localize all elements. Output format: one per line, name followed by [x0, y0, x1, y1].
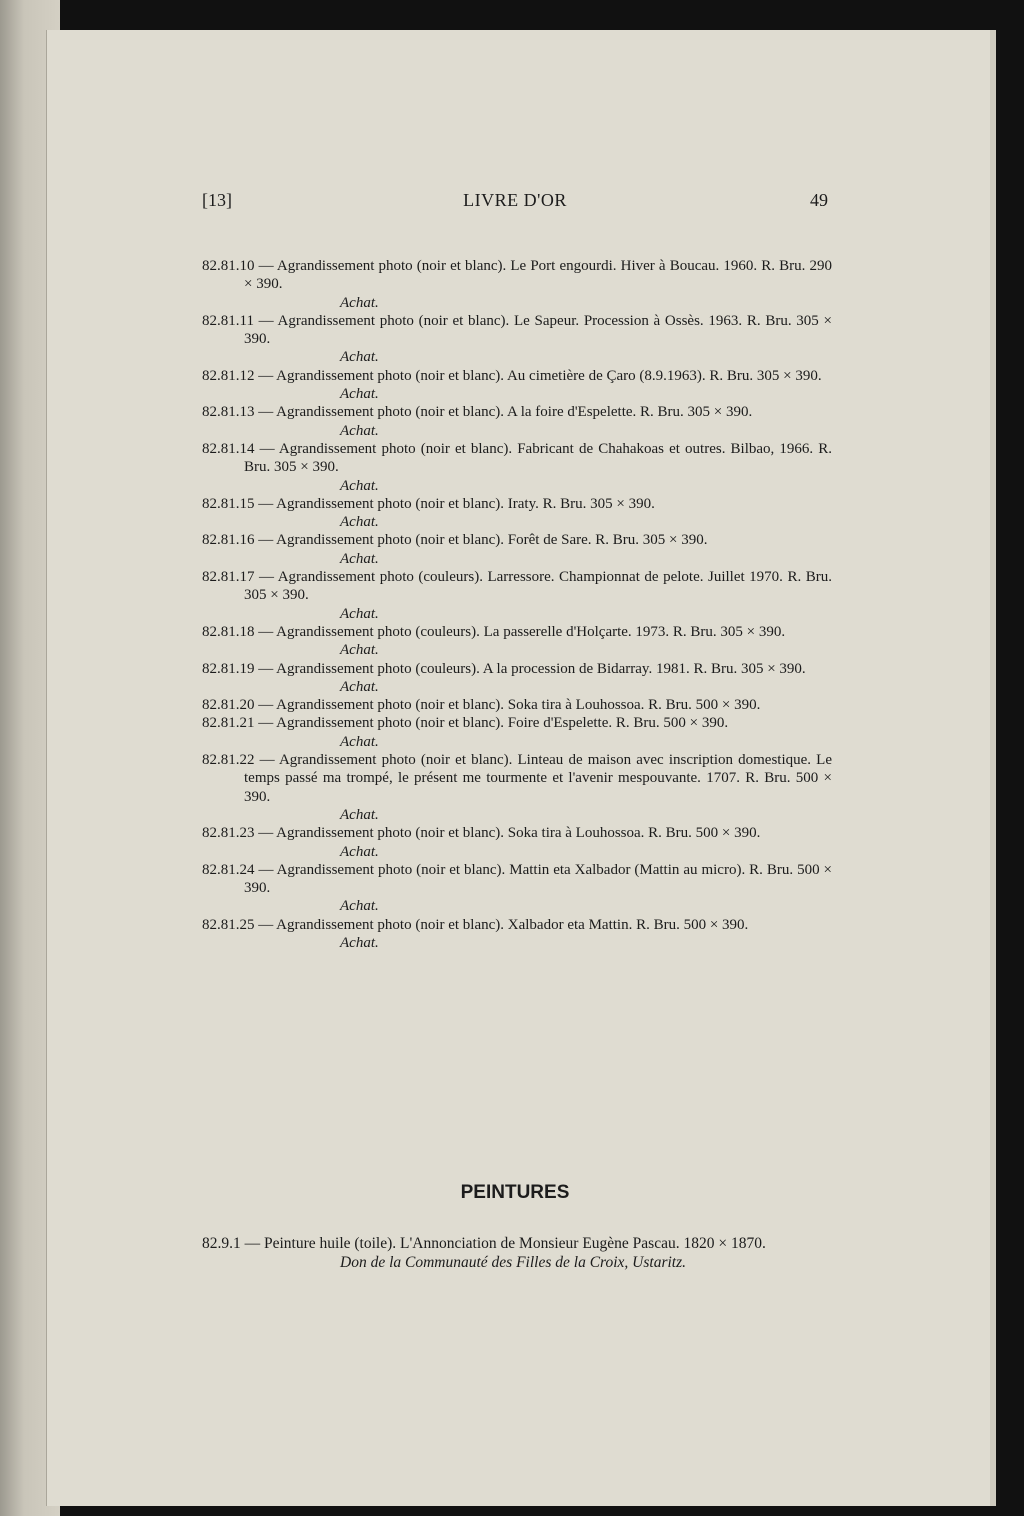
- entry-text: 82.81.12 — Agrandissement photo (noir et blanc). Au cimetière de Çaro (8.9.1963). R. Bru. 305 × 390.: [202, 367, 822, 384]
- catalogue-entry: [202, 495, 832, 532]
- catalogue-entry: [202, 440, 832, 495]
- entry-provenance: Achat.: [340, 386, 379, 403]
- page-number: 49: [810, 190, 828, 210]
- entry-text: 82.81.21 — Agrandissement photo (noir et blanc). Foire d'Espelette. R. Bru. 500 × 390.: [202, 715, 729, 732]
- entry-text: 82.81.13 — Agrandissement photo (noir et blanc). A la foire d'Espelette. R. Bru. 305 × 390.: [202, 404, 753, 421]
- entry-text: 82.81.19 — Agrandissement photo (couleurs). A la procession de Bidarray. 1981. R. Bru. 305 × 390.: [202, 660, 806, 677]
- entry-text: 82.81.14 — Agrandissement photo (noir et blanc). Fabricant de Chahakoas et outres. Bilbao, 1966. R. Bru. 305 × 390.: [202, 440, 832, 476]
- page-edge: [990, 30, 996, 1506]
- entry-text: 82.81.16 — Agrandissement photo (noir et blanc). Forêt de Sare. R. Bru. 305 × 390.: [202, 532, 708, 549]
- entry-provenance: Achat.: [340, 678, 379, 695]
- entry-provenance: Achat.: [340, 422, 379, 439]
- entry-provenance: Achat.: [340, 843, 379, 860]
- catalogue-entry: [202, 751, 832, 824]
- catalogue-entry: [202, 367, 832, 404]
- catalogue-entry: [202, 714, 832, 751]
- entry-provenance: Achat.: [340, 550, 379, 567]
- catalogue-entry: [202, 916, 832, 953]
- section-heading: PEINTURES: [460, 1182, 570, 1203]
- entry-provenance: Achat.: [340, 294, 379, 311]
- entry-text: 82.81.24 — Agrandissement photo (noir et blanc). Mattin eta Xalbador (Mattin au micro). R. Bru. 500 × 390.: [202, 861, 832, 897]
- entry-text: 82.9.1 — Peinture huile (toile). L'Annonciation de Monsieur Eugène Pascau. 1820 × 1870.: [202, 1235, 766, 1252]
- catalogue-entry: [202, 824, 832, 861]
- catalogue-entry: [202, 312, 832, 367]
- section-number: [13]: [202, 190, 232, 210]
- entry-provenance: Achat.: [340, 514, 379, 531]
- running-title: LIVRE D'OR: [463, 190, 567, 210]
- catalogue-entry: [202, 531, 832, 568]
- catalogue-entry: [202, 403, 832, 440]
- entry-text: 82.81.11 — Agrandissement photo (noir et blanc). Le Sapeur. Procession à Ossès. 1963. R. Bru. 305 × 390.: [202, 312, 832, 348]
- catalogue-entry: [202, 696, 832, 714]
- entry-text: 82.81.18 — Agrandissement photo (couleurs). La passerelle d'Holçarte. 1973. R. Bru. 305 × 390.: [202, 623, 786, 640]
- entry-provenance: Achat.: [340, 642, 379, 659]
- catalogue-entry: [202, 568, 832, 623]
- entry-text: 82.81.25 — Agrandissement photo (noir et blanc). Xalbador eta Mattin. R. Bru. 500 × 390.: [202, 916, 749, 933]
- entry-provenance: Achat.: [340, 349, 379, 366]
- catalogue-entries: [202, 257, 832, 952]
- entry-provenance: Achat.: [340, 733, 379, 750]
- entry-provenance: Achat.: [340, 806, 379, 823]
- entry-provenance: Achat.: [340, 477, 379, 494]
- entry-provenance: Achat.: [340, 605, 379, 622]
- entry-provenance: Don de la Communauté des Filles de la Croix, Ustaritz.: [340, 1254, 687, 1271]
- running-header: [202, 190, 828, 214]
- entry-text: 82.81.17 — Agrandissement photo (couleurs). Larressore. Championnat de pelote. Juillet 1970. R. Bru. 305 × 390.: [202, 569, 832, 604]
- catalogue-entry: [202, 257, 832, 312]
- entry-text: 82.81.15 — Agrandissement photo (noir et blanc). Iraty. R. Bru. 305 × 390.: [202, 495, 655, 512]
- entry-text: 82.81.23 — Agrandissement photo (noir et blanc). Soka tira à Louhossoa. R. Bru. 500 × 390.: [202, 825, 761, 842]
- entry-provenance: Achat.: [340, 934, 379, 951]
- entry-text: 82.81.10 — Agrandissement photo (noir et blanc). Le Port engourdi. Hiver à Boucau. 1960. R. Bru. 290 × 390.: [202, 258, 832, 293]
- entry-provenance: Achat.: [340, 898, 379, 915]
- catalogue-entry: [202, 861, 832, 916]
- entry-text: 82.81.20 — Agrandissement photo (noir et blanc). Soka tira à Louhossoa. R. Bru. 500 × 390.: [202, 697, 761, 714]
- entry-text: 82.81.22 — Agrandissement photo (noir et blanc). Linteau de maison avec inscription domestique. Le temps passé ma trompé, le présent me tourmente et l'avenir mespouvante. 1707. R. Bru. 500 × 390.: [202, 752, 832, 805]
- catalogue-entry: [202, 623, 832, 660]
- catalogue-entry: [202, 660, 832, 697]
- catalogue-entry: [202, 1234, 832, 1272]
